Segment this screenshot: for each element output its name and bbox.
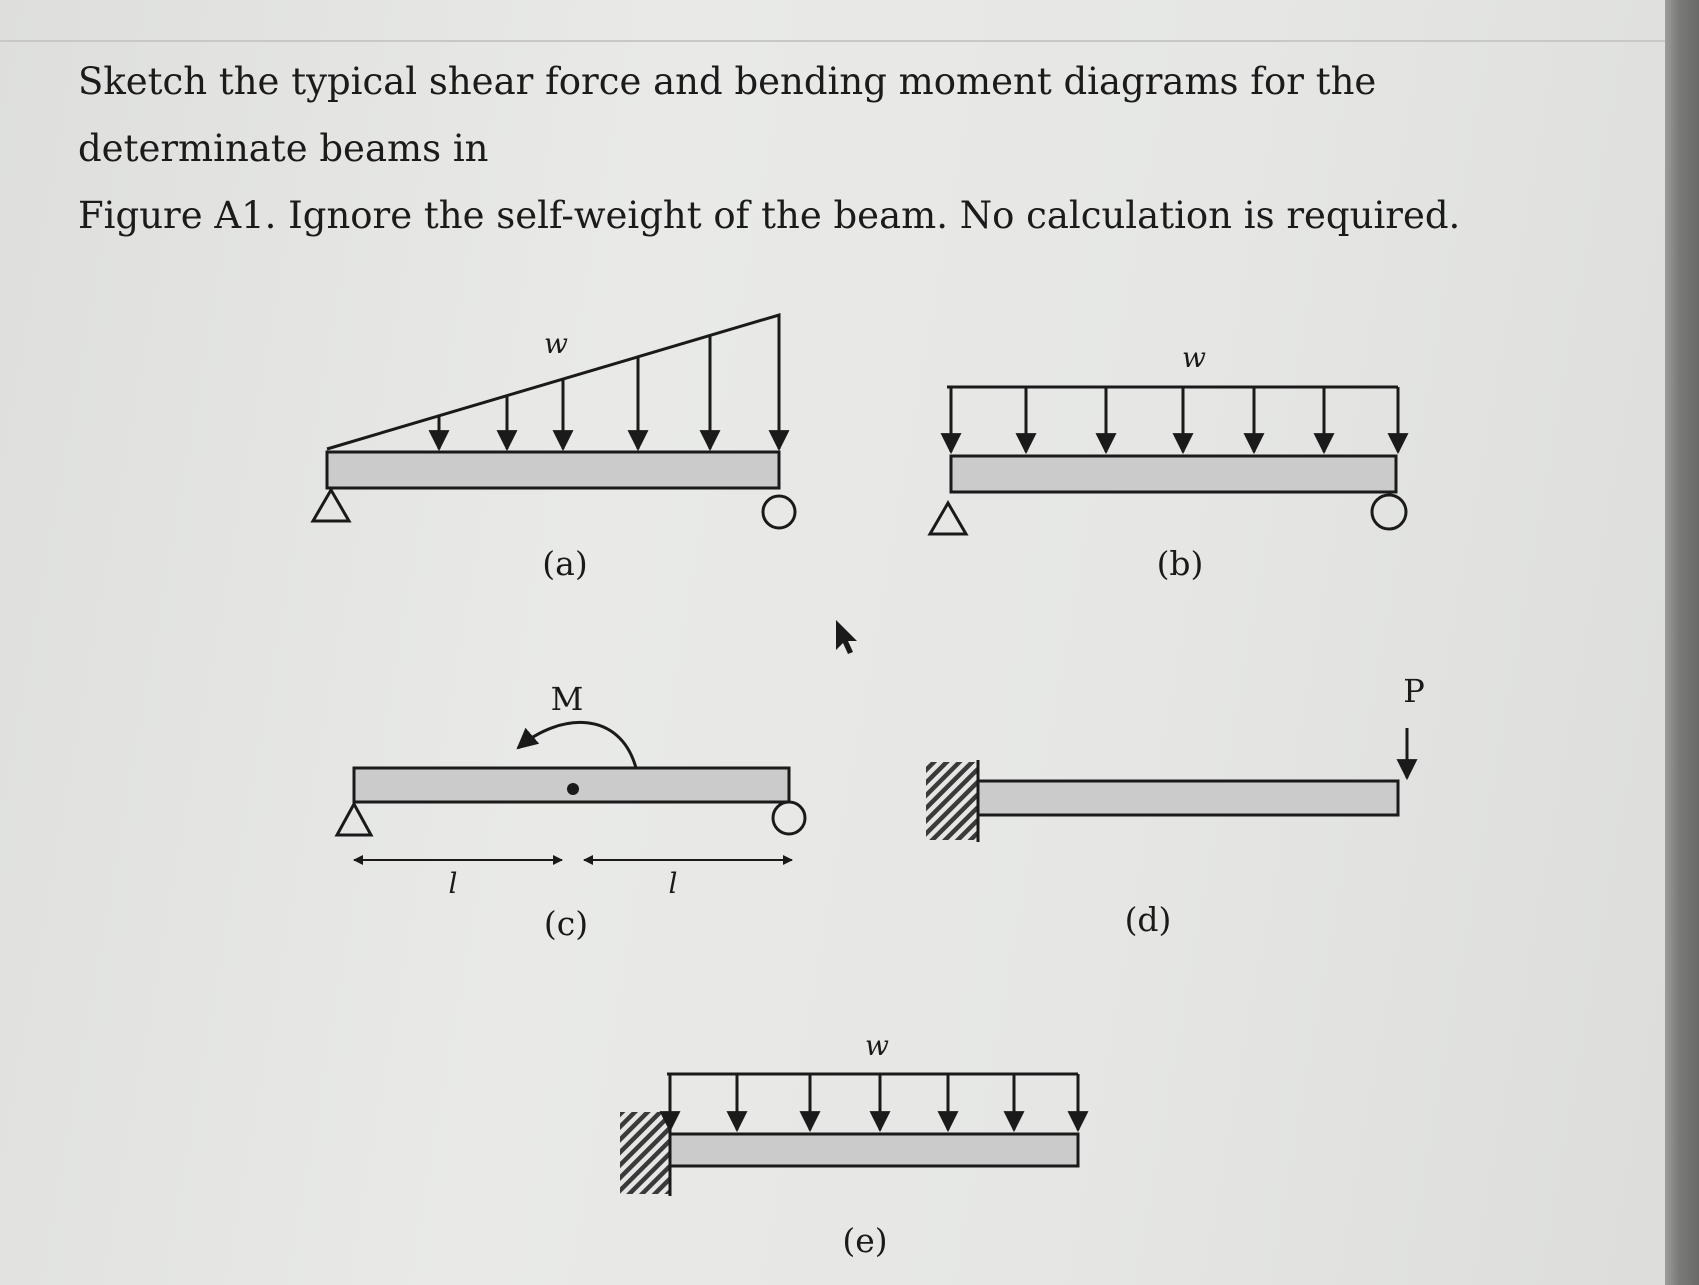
beam-c	[337, 680, 805, 943]
caption-e: (e)	[842, 1221, 888, 1260]
beam-a-body	[327, 452, 779, 488]
question-line-1: Sketch the typical shear force and bending moment diagrams for the determinate beams in	[78, 60, 1377, 170]
pin-support-a	[313, 490, 349, 521]
span-label-right: l	[668, 867, 678, 900]
moment-label-c: M	[550, 680, 584, 718]
span-label-left: l	[448, 867, 458, 900]
beam-a	[313, 315, 795, 583]
load-label-d: P	[1403, 672, 1425, 710]
screen-edge	[1665, 0, 1699, 1285]
fixed-support-e	[620, 1112, 670, 1194]
beam-e-body	[670, 1134, 1078, 1166]
beam-d	[926, 672, 1425, 939]
pin-support-b	[930, 503, 966, 534]
load-label-b: w	[1182, 341, 1206, 374]
pin-support-c	[337, 804, 371, 835]
load-arrows-e	[670, 1074, 1078, 1130]
roller-support-c	[773, 802, 805, 834]
caption-d: (d)	[1124, 900, 1172, 939]
load-arrows-b	[951, 387, 1398, 452]
beam-b	[930, 341, 1406, 583]
caption-b: (b)	[1156, 544, 1204, 583]
moment-application-point	[567, 783, 579, 795]
load-label-e: w	[865, 1029, 889, 1062]
applied-moment-arrow	[518, 722, 636, 768]
mouse-pointer-icon	[836, 620, 857, 654]
caption-a: (a)	[542, 544, 588, 583]
beam-e	[620, 1029, 1078, 1260]
fixed-support-d	[926, 762, 978, 840]
roller-support-b	[1372, 495, 1406, 529]
question-line-2: Figure A1. Ignore the self-weight of the beam. No calculation is required.	[78, 194, 1461, 237]
caption-c: (c)	[543, 904, 589, 943]
load-arrows-a	[439, 315, 779, 449]
roller-support-a	[763, 496, 795, 528]
beam-d-body	[978, 781, 1398, 815]
load-label-a: w	[544, 327, 568, 360]
beam-b-body	[951, 456, 1396, 492]
